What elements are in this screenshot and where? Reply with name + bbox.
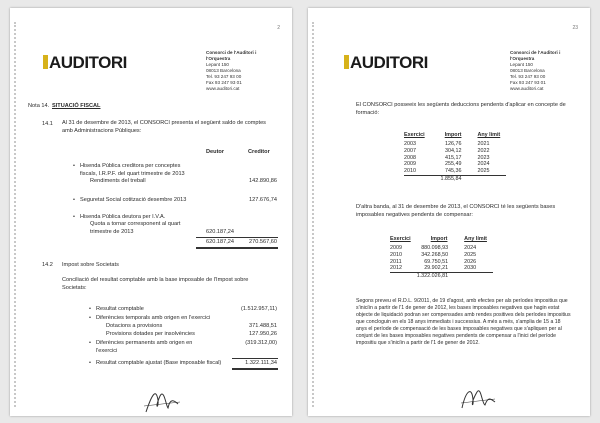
reconciliation-label: • Resultat comptable ajustat (Base imposable fiscal) — [96, 360, 221, 367]
cell-limit: 2024 — [464, 245, 477, 251]
table-row — [390, 252, 493, 259]
cell-total: 1.855,84 — [431, 175, 468, 182]
reconciliation-value: 127.950,26 — [249, 331, 277, 337]
cell-limit: 2023 — [477, 154, 490, 161]
page-number: 2 — [277, 25, 280, 31]
cell-year: 2010 — [390, 251, 402, 258]
cell-amount: 415,17 — [444, 154, 462, 161]
letterhead-address — [510, 50, 560, 92]
address-phone: Tel. 93 247 93 00 — [510, 74, 546, 79]
cell-limit: 2024 — [477, 161, 490, 168]
bases-header: Exercici — [390, 236, 411, 242]
org-name-line1: Consorci de l'Auditori i — [206, 50, 257, 55]
table-row — [404, 148, 506, 155]
note-number: Nota 14. — [28, 103, 50, 109]
cell-amount: 29.902,21 — [424, 265, 449, 272]
table-row — [390, 259, 493, 266]
logo-text: AUDITORI — [49, 53, 127, 72]
address-city: 08013 Barcelona — [510, 68, 545, 73]
cell-limit: 2021 — [477, 141, 490, 147]
deductions-table — [404, 132, 506, 183]
reconciliation-rule — [232, 358, 278, 359]
cell-year: 2009 — [390, 245, 402, 251]
reconciliation-total: 1.322.111,34 — [245, 360, 277, 366]
page-number: 23 — [572, 25, 578, 31]
reconciliation-double-rule — [232, 368, 278, 370]
reconciliation-value: 371.488,51 — [249, 323, 277, 329]
cell-amount: 880.098,93 — [421, 245, 449, 251]
logo-mark-icon — [344, 55, 349, 69]
auditori-logo — [43, 53, 127, 73]
address-phone: Tel. 93 247 93 00 — [206, 74, 242, 79]
reconciliation-value: (1.512.957,11) — [241, 306, 277, 312]
cell-year: 2008 — [404, 154, 416, 161]
reconciliation-label: Dotacions a provisions — [106, 323, 163, 329]
table-row — [404, 161, 506, 168]
section-text: Al 31 de desembre de 2013, el CONSORCI presenta el següent saldo de comptes amb Administracions Públiques: — [62, 120, 266, 134]
cell-year: 2010 — [404, 168, 416, 175]
deductions-header: Import — [444, 132, 462, 138]
total-debtor: 620.187,24 — [206, 239, 234, 245]
deductions-intro: El CONSORCI posseeix les següents deduccions pendents d'aplicar en concepte de formació: — [356, 102, 566, 116]
address-fax: Fax 93 247 93 01 — [206, 80, 242, 85]
table-total-row — [390, 273, 493, 280]
section-number: 14.2 — [42, 262, 53, 268]
closing-paragraph: Segons preveu el R.D.L. 9/2011, de 19 d'agost, amb efectes per als períodes impositius que s'iniciïn a partir de l'1 de gener de 2012, les bases imposables negatives que hagin estat objecte de liquidació podran ser compensades amb rendes positives dels períodes impositius que concloguin en els 18 anys immediats i successius. A més a més, s'amplia de 15 a 18 anys el període de compensació de les bases imposables negatives que s'apliquen per al conjunt de les bases imposables negatives pendents de compensar a l'inici del període impositiu que s'iniciïn a partir de l'1 de gener de 2012. — [356, 298, 571, 346]
cell-limit: 2025 — [477, 168, 490, 175]
cell-year: 2011 — [390, 258, 402, 265]
table-row — [404, 155, 506, 162]
balance-creditor-value: 127.676,74 — [249, 197, 277, 203]
balance-item-label: • Hisenda Pública deutora per I.V.A. — [80, 214, 165, 221]
table-row — [390, 245, 493, 252]
cell-limit: 2025 — [464, 251, 477, 258]
address-city: 08013 Barcelona — [206, 68, 241, 73]
address-fax: Fax 93 247 93 01 — [510, 80, 546, 85]
balance-creditor-value: 142.890,86 — [249, 178, 277, 184]
signature-icon — [142, 386, 182, 416]
address-street: Lepant 150 — [510, 62, 533, 67]
address-street: Lepant 150 — [206, 62, 229, 67]
balance-item-detail: Rendiments del treball — [90, 178, 146, 184]
bases-header: Import — [430, 236, 448, 242]
cell-empty — [404, 175, 431, 182]
deductions-header: Any límit — [477, 132, 501, 138]
bases-header: Any límit — [464, 236, 487, 242]
section-number: 14.1 — [42, 121, 53, 127]
reconciliation-label: • Diferències permanents amb origen en l'exercici — [96, 340, 206, 355]
table-total-row — [404, 175, 506, 182]
balance-item-detail: Quota a tornar corresponent al quart trimestre de 2013 — [90, 221, 181, 235]
cell-limit: 2026 — [464, 258, 477, 265]
cell-amount: 126,76 — [444, 141, 462, 147]
cell-limit: 2030 — [464, 265, 477, 272]
cell-amount: 304,12 — [444, 147, 462, 154]
total-creditor: 270.567,60 — [249, 239, 277, 245]
table-row — [390, 265, 493, 272]
cell-limit: 2022 — [477, 147, 490, 154]
auditori-logo — [344, 53, 428, 73]
address-web: www.auditori.cat — [510, 86, 544, 91]
table-row — [404, 168, 506, 175]
cell-empty — [454, 273, 493, 280]
cell-amount: 69.750,51 — [424, 258, 449, 265]
document-page-left — [10, 8, 292, 416]
org-name-line1: Consorci de l'Auditori i — [510, 50, 561, 55]
col-creditor-header: Creditor — [248, 149, 270, 155]
totals-double-rule — [196, 247, 278, 249]
reconciliation-value: (319.312,00) — [245, 340, 277, 346]
col-debtor-header: Deutor — [206, 149, 225, 155]
cell-empty — [467, 175, 506, 182]
binding-holes — [14, 22, 20, 407]
cell-year: 2012 — [390, 265, 402, 272]
org-name-line2: l'Orquestra — [510, 56, 535, 61]
bases-intro: D'altra banda, al 31 de desembre de 2013, el CONSORCI té les següents bases imposables negatives pendents de compensar: — [356, 204, 556, 218]
cell-amount: 342.268,50 — [421, 251, 449, 258]
cell-year: 2003 — [404, 141, 416, 147]
table-row — [404, 141, 506, 148]
document-page-right — [308, 8, 590, 416]
cell-empty — [390, 273, 417, 280]
logo-mark-icon — [43, 55, 48, 69]
reconciliation-label: • Diferències temporals amb origen en l'exercici — [96, 315, 210, 322]
note-title: SITUACIÓ FISCAL — [52, 103, 101, 109]
cell-year: 2007 — [404, 147, 416, 154]
bases-table — [390, 236, 493, 280]
signature-icon — [458, 384, 498, 414]
cell-amount: 745,36 — [444, 168, 462, 175]
deductions-header: Exercici — [404, 132, 425, 138]
balance-item-label: • Hisenda Pública creditora per conceptes fiscals, I.R.P.F. del quart trimestre de 2013 — [80, 163, 195, 178]
cell-amount: 255,49 — [444, 161, 462, 168]
letterhead-address — [206, 50, 256, 92]
totals-rule — [196, 237, 278, 238]
logo-text: AUDITORI — [350, 53, 428, 72]
cell-total: 1.322.026,81 — [417, 273, 454, 280]
reconciliation-label: • Resultat comptable — [96, 306, 144, 313]
org-name-line2: l'Orquestra — [206, 56, 231, 61]
balance-item-label: • Seguretat Social cotització desembre 2013 — [80, 197, 186, 204]
address-web: www.auditori.cat — [206, 86, 240, 91]
reconciliation-label: Provisions dotades per insolvències — [106, 331, 195, 337]
binding-holes — [312, 22, 318, 407]
cell-year: 2009 — [404, 161, 416, 168]
balance-debtor-value: 620.187,24 — [206, 229, 234, 235]
section-text: Conciliació del resultat comptable amb la base imposable de l'Impost sobre Societats: — [62, 277, 249, 291]
section-title: Impost sobre Societats — [62, 262, 119, 268]
